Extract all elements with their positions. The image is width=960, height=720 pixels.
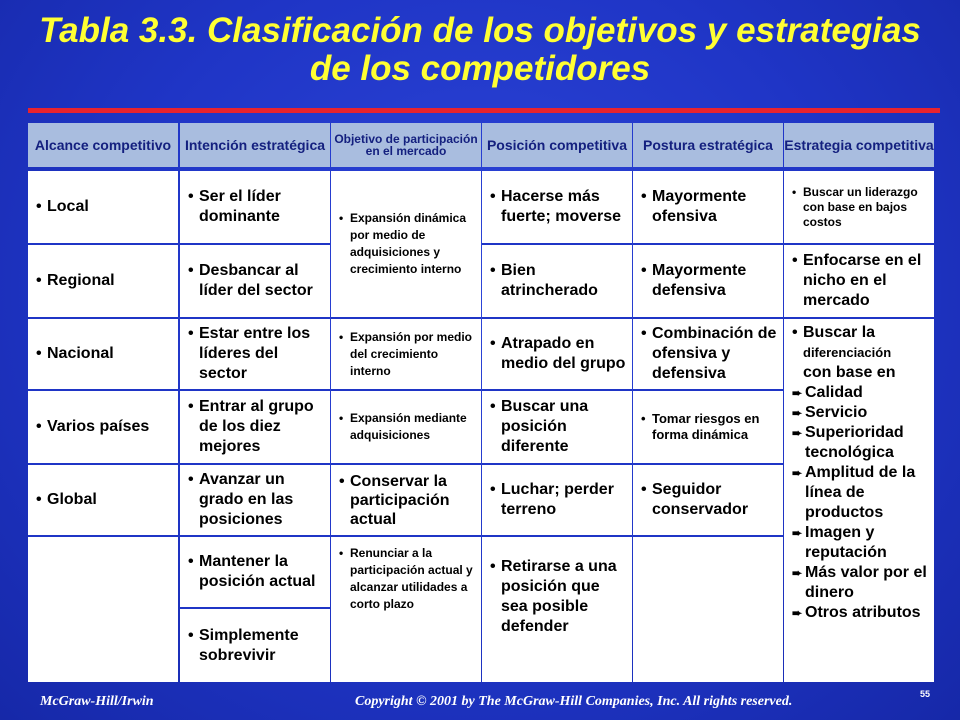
table-cell: • Luchar; perder terreno <box>490 481 614 518</box>
table-cell: • Nacional <box>36 345 114 362</box>
table-cell: • Enfocarse en el nicho en el mercado <box>792 252 922 309</box>
table-cell: • Seguidor conservador <box>641 481 749 518</box>
table-cell: • Estar entre los líderes del sector <box>188 325 311 382</box>
column-alcance-competitivo <box>28 123 178 683</box>
column-header: Estrategia competitiva <box>784 123 934 167</box>
column-header: Objetivo de participación en el mercado <box>331 123 481 167</box>
arrow-right-icon: ➨ <box>792 466 803 480</box>
table-cell: • Varios países <box>36 418 150 435</box>
column-header: Posición competitiva <box>482 123 632 167</box>
arrow-right-icon: ➨ <box>792 526 803 540</box>
title-divider <box>28 108 940 113</box>
table-cell: • Global <box>36 491 97 508</box>
table-cell: • Combinación de ofensiva y defensiva <box>641 325 777 382</box>
table-cell: • Regional <box>36 272 115 289</box>
table-cell: • Ser el líder dominante <box>188 188 281 225</box>
table-cell: • Simplemente sobrevivir <box>188 626 299 664</box>
diff-intro-text: con base en <box>803 364 896 381</box>
slide-title: Tabla 3.3. Clasificación de los objetivos y estrategias de los competidores <box>39 11 921 88</box>
arrow-right-icon: ➨ <box>792 406 803 420</box>
footer-copyright: Copyright © 2001 by The McGraw-Hill Companies, Inc. All rights reserved. <box>355 694 793 709</box>
table-cell: • Avanzar un grado en las posiciones <box>188 471 294 528</box>
column-intencion-estrategica <box>180 123 330 683</box>
table-cell: • Mantener la posición actual <box>188 553 316 590</box>
column-postura-estrategica <box>633 123 783 683</box>
table-cell: • Retirarse a una posición que sea posible defender <box>490 558 617 635</box>
column-header: Intención estratégica <box>180 123 330 167</box>
table-cell: • Mayormente ofensiva <box>641 188 747 225</box>
column-estrategia-competitiva <box>784 123 934 683</box>
table-cell: • Buscar un liderazgo con base en bajos costos <box>792 184 918 229</box>
table-cell: • Expansión dinámica por medio de adquisiciones y crecimiento interno <box>339 211 467 276</box>
table-cell: • Buscar una posición diferente <box>490 398 589 455</box>
table-cell: • Local <box>36 198 89 215</box>
table-cell: • Hacerse más fuerte; moverse <box>490 188 622 225</box>
table-cell: • Expansión por medio del crecimiento interno <box>339 329 473 378</box>
row-divider <box>28 535 178 537</box>
arrow-right-icon: ➨ <box>792 566 803 580</box>
table-cell: • Expansión mediante adquisiciones <box>339 411 467 442</box>
table-cell-diferenciacion: • Buscar la diferenciación con base en ➨ Calidad ➨ Servicio ➨ Superioridad tecnológica ➨ Amplitud de la línea de productos ➨ Imagen y reputación ➨ Más valor por el dinero ➨ Otros atributos <box>792 324 927 621</box>
table-cell: • Atrapado en medio del grupo <box>490 335 626 372</box>
arrow-right-icon: ➨ <box>792 606 803 620</box>
table-cell: • Mayormente defensiva <box>641 262 747 299</box>
page-number: 55 <box>920 689 931 699</box>
footer-publisher: McGraw-Hill/Irwin <box>40 694 154 709</box>
table-cell: • Tomar riesgos en forma dinámica <box>641 411 760 442</box>
column-objetivo-participacion <box>331 123 481 683</box>
table-cell: • Conservar la participación actual <box>339 472 450 528</box>
column-header: Postura estratégica <box>633 123 783 167</box>
table-cell: • Desbancar al líder del sector <box>188 262 313 299</box>
column-header: Alcance competitivo <box>28 123 178 167</box>
table-cell: • Bien atrincherado <box>490 262 598 299</box>
arrow-right-icon: ➨ <box>792 426 803 440</box>
arrow-right-icon: ➨ <box>792 386 803 400</box>
diff-intro-text: diferenciación <box>803 345 892 360</box>
column-posicion-competitiva <box>482 123 632 683</box>
row-divider <box>633 535 783 537</box>
table-cell: • Renunciar a la participación actual y alcanzar utilidades a corto plazo <box>339 546 473 611</box>
table-cell: • Entrar al grupo de los diez mejores <box>188 398 314 455</box>
